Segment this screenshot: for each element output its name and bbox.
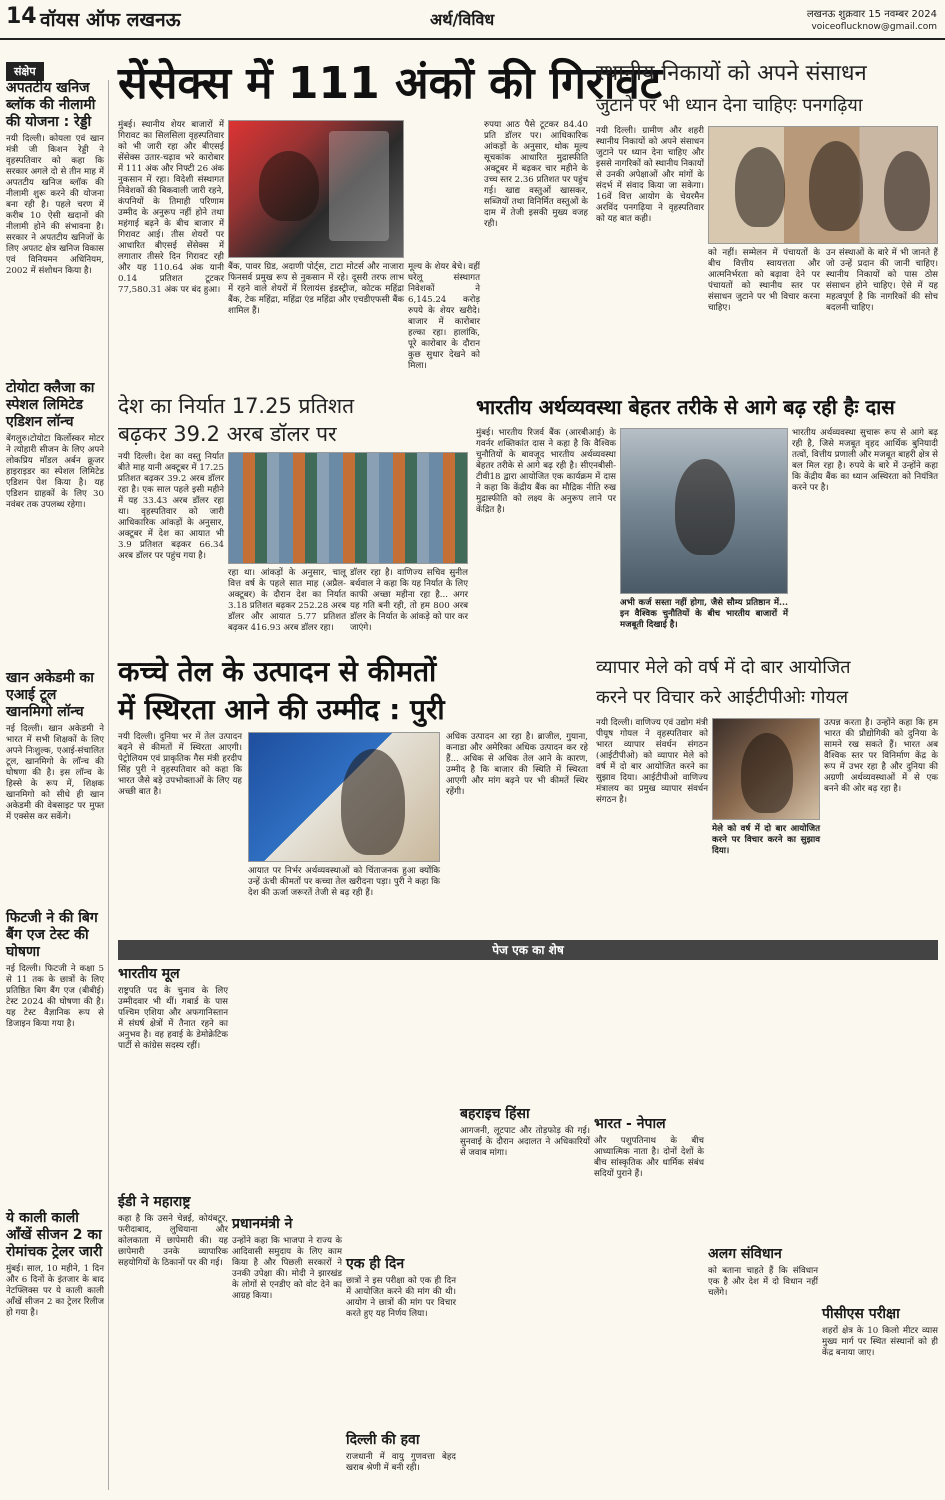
continued-body: राष्ट्रपति पद के चुनाव के लिए उम्मीदवार भी थीं। गबार्ड के पास पश्चिम एशिया और अफगानिस्तान में संघर्ष क्षेत्रों में तैनात रहने का अनुभव है। वह हवाई के डेमोक्रेटिक पार्टी से कांग्रेस सदस्य रहीं। xyxy=(118,986,228,1051)
rbi-headline: भारतीय अर्थव्यवस्था बेहतर तरीके से आगे बढ़ रही हैः दास xyxy=(476,395,895,419)
crude-headline-line2: में स्थिरता आने की उम्मीद : पुरी xyxy=(118,693,445,726)
brief-body: नई दिल्ली। खान अकेडमी ने भारत में सभी शिक्षकों के लिए अपने निःशुल्क, एआई-संचालित टूल, खानमिगो के लॉन्च की घोषणा की है। इस लॉन्च के हिस्से के रूप में, शिक्षक खानमिगो को सीधे ही खान अकेडमी की वेबसाइट पर मुफ्त में एक्सेस कर सकेंगे। xyxy=(6,724,104,822)
sensex-body: रुपया आठ पैसे टूटकर 84.40 प्रति डॉलर पर। आधिकारिक आंकड़ों के अनुसार, थोक मूल्य सूचकांक आधारित मुद्रास्फीति अक्टूबर में बढ़कर चार महीने के उच्च स्तर 2.36 प्रतिशत पर पहुंच गई। खाद्य वस्तुओं खासकर, सब्जियों तथा विनिर्मित वस्तुओं के दाम में तेजी इसकी मुख्य वजह रही। xyxy=(484,120,589,229)
briefs-label: संक्षेप xyxy=(6,62,44,81)
goyal-body: उत्पन्न करता है। उन्होंने कहा कि हम भारत की प्रौद्योगिकी को दुनिया के सामने रख सकते हैं। भारत अब वैश्विक स्तर पर विनिर्माण केंद्र के रूप में उभर रहा है और दुनिया की अग्रणी अर्थव्यवस्थाओं में से एक बनने की ओर बढ़ रहा है। xyxy=(824,718,938,794)
crude-body: नयी दिल्ली। दुनिया भर में तेल उत्पादन बढ़ने से कीमतों में स्थिरता आएगी। पेट्रोलियम एवं प्राकृतिक गैस मंत्री हरदीप सिंह पुरी ने वृहस्पतिवार को कहा कि भारत जैसे बड़े उपभोक्ताओं के लिए यह अच्छी बात है। xyxy=(118,732,242,797)
sensex-body: बैंक, पावर ग्रिड, अदाणी पोर्ट्स, टाटा मोटर्स और नाजारा फिनसर्व प्रमुख रूप से नुकसान में रहे। दूसरी तरफ लाभ में रहने वाले शेयरों में रिलायंस इंडस्ट्रीज, कोटक महिंद्रा बैंक, टेक महिंद्रा, महिंद्रा एंड महिंद्रा और एचडीएफसी बैंक शामिल हैं। xyxy=(228,262,404,316)
continued-column xyxy=(460,966,590,1490)
crude-headline-line1: कच्चे तेल के उत्पादन से कीमतों xyxy=(118,655,437,688)
exports-headline-line2: बढ़कर 39.2 अरब डॉलर पर xyxy=(118,422,337,446)
continued-column xyxy=(594,966,704,1490)
continued-body: और पशुपतिनाथ के बीच आध्यात्मिक नाता है। दोनों देशों के बीच सांस्कृतिक और धार्मिक संबंध सदियों पुराने हैं। xyxy=(594,1136,704,1179)
brief-headline: अपतटीय खनिज ब्लॉक की नीलामी की योजना : रेड्डी xyxy=(6,80,96,130)
section-label: अर्थ/विविध xyxy=(430,10,495,29)
continued-headline: भारतीय मूल xyxy=(118,966,180,982)
continued-column xyxy=(346,966,456,1490)
puri-photo xyxy=(248,732,440,862)
continued-body: राजधानी में वायु गुणवत्ता बेहद खराब श्रेणी में बनी रही। xyxy=(346,1452,456,1473)
exports-body: नयी दिल्ली। देश का वस्तु निर्यात बीते माह यानी अक्टूबर में 17.25 प्रतिशत बढ़कर 39.2 अरब डॉलर रहा है। एक साल पहले इसी महीने में यह 33.43 अरब डॉलर रहा था। वृहस्पतिवार को जारी आधिकारिक आंकड़ों के अनुसार, अक्टूबर में देश का आयात भी 3.9 प्रतिशत बढ़कर 66.34 अरब डॉलर पर पहुंच गया है। xyxy=(118,452,224,561)
panagariya-body: उन संस्थाओं के बारे में भी जानते हैं जो उन्हें प्रदान की जानी चाहिए। स्थानीय निकायों को पास ठोस संसाधन होने चाहिए। ऐसे में यह महत्वपूर्ण है कि नागरिकों की सोच बदलनी चाहिए। xyxy=(826,248,938,313)
crude-body: अधिक उत्पादन आ रहा है। ब्राजील, गुयाना, कनाडा और अमेरिका अधिक उत्पादन कर रहे हैं... अधिक से अधिक तेल आने के कारण, उम्मीद है कि बाजार की स्थिति में स्थिरता आएगी और मांग बढ़ने पर भी कीमतें स्थिर रहेंगी। xyxy=(446,732,588,797)
continued-headline: भारत - नेपाल xyxy=(594,1116,666,1132)
continued-column xyxy=(232,966,342,1490)
brief-headline: टोयोटा क्लैजा का स्पेशल लिमिटेड एडिशन लॉन्च xyxy=(6,380,95,430)
brief-item xyxy=(6,80,104,380)
continued-body: कहा है कि उसने चेन्नई, कोयंबटूर, फरीदाबाद, लुधियाना और कोलकाता में छापेमारी की। यह छापेमारी उनके व्यापारिक सहयोगियों के ठिकानों पर की गई। xyxy=(118,1214,228,1268)
brief-item xyxy=(6,910,104,1210)
issue-date: लखनऊ शुक्रवार 15 नवम्बर 2024 xyxy=(806,9,937,20)
crude-body: आयात पर निर्भर अर्थव्यवस्थाओं को चिंताजनक हुआ क्योंकि उन्हें ऊंची कीमतों पर कच्चा तेल खरीदना पड़ा। पुरी ने कहा कि देश की ऊर्जा जरूरतें तेजी से बढ़ रही हैं। xyxy=(248,866,440,898)
continued-body: शहरों क्षेत्र के 10 किलो मीटर व्यास मुख्य मार्ग पर स्थित संस्थानों को ही केंद्र बनाया जाए। xyxy=(822,1326,938,1358)
continued-headline: प्रधानमंत्री ने xyxy=(232,1216,293,1232)
brief-headline: ये काली काली आँखें सीजन 2 का रोमांचक ट्रेलर जारी xyxy=(6,1210,103,1260)
masthead xyxy=(0,0,945,40)
goyal-photo xyxy=(712,718,820,820)
brief-body: नयी दिल्ली। कोयला एवं खान मंत्री जी किशन रेड्डी ने वृहस्पतिवार को कहा कि सरकार अगले दो से तीन माह में अपतटीय खनिज ब्लॉक की नीलामी शुरू करने की योजना बना रही है। पहले चरण में करीब 10 ऐसी खदानों की नीलामी होने की संभावना है। सरकार ने अपतटीय खनिजों के लिए अपतट क्षेत्र खनिज विकास एवं विनियमन अधिनियम, 2002 में संशोधन किया है। xyxy=(6,134,104,276)
panagariya-body: को नहीं। सम्मेलन में पंचायतों के बीच वित्तीय स्वायत्तता और आत्मनिर्भरता को बढ़ावा देने पर पंचायतों को स्थानीय स्तर पर संसाधन जुटाने पर भी विचार करना चाहिए। xyxy=(708,248,820,313)
continued-body: को बताना चाहते हैं कि संविधान एक है और देश में दो विधान नहीं चलेंगे। xyxy=(708,1266,818,1298)
panagariya-headline-line1: स्थानीय निकायों को अपने संसाधन xyxy=(596,61,867,86)
goyal-headline-line2: करने पर विचार करे आईटीपीओः गोयल xyxy=(596,687,849,708)
continued-body: आगजनी, लूटपाट और तोड़फोड़ की गई। सुनवाई के दौरान अदालत ने अधिकारियों से जवाब मांगा। xyxy=(460,1126,590,1158)
continued-column xyxy=(708,966,818,1490)
brief-item xyxy=(6,380,104,670)
sensex-stock-photo xyxy=(228,120,404,258)
continued-headline: बहराइच हिंसा xyxy=(460,1106,530,1122)
continued-column xyxy=(822,966,938,1490)
continued-headline: अलग संविधान xyxy=(708,1246,782,1262)
continued-headline: ईडी ने महाराष्ट्र xyxy=(118,1194,191,1210)
newspaper-title: वॉयस ऑफ लखनऊ xyxy=(40,9,181,31)
continued-body: उन्होंने कहा कि भाजपा ने राज्य के आदिवासी समुदाय के लिए काम किया है और पिछली सरकारों ने उनकी उपेक्षा की। मोदी ने झारखंड के लोगों से एनडीए को वोट देने का आग्रह किया। xyxy=(232,1236,342,1301)
continued-headline: एक ही दिन xyxy=(346,1256,405,1272)
contact-email: voiceoflucknow@gmail.com xyxy=(811,22,937,32)
rbi-body: मुंबई। भारतीय रिजर्व बैंक (आरबीआई) के गवर्नर शक्तिकांत दास ने कहा है कि वैश्विक चुनौतियों के बावजूद भारतीय अर्थव्यवस्था बेहतर तरीके से आगे बढ़ रही है। सीएनबीसी-टीवी18 द्वारा आयोजित एक कार्यक्रम में दास ने कहा कि केंद्रीय बैंक का मौद्रिक नीति रुख मुद्रास्फीति को लक्ष्य के अनुरूप लाने पर केंद्रित है। xyxy=(476,428,616,515)
panagariya-body: नयी दिल्ली। ग्रामीण और शहरी स्थानीय निकायों को अपने संसाधन जुटाने पर ध्यान देना चाहिए और इससे नागरिकों को स्थानीय निकायों से उनकी अपेक्षाओं और मांगों के संदर्भ में संवाद किया जा सकेगा। 16वें वित्त आयोग के चेयरमैन अरविंद पनगढ़िया ने वृहस्पतिवार को यह बात कही। xyxy=(596,126,704,224)
panagariya-headline-line2: जुटाने पर भी ध्यान देना चाहिएः पनगढ़िया xyxy=(596,95,863,116)
exports-headline-line1: देश का निर्यात 17.25 प्रतिशत xyxy=(118,394,355,418)
brief-headline: फिटजी ने की बिग बैंग एज टेस्ट की घोषणा xyxy=(6,910,98,960)
brief-body: बेंगलुरु।टोयोटा किर्लोस्कर मोटर ने त्योहारी सीजन के लिए अपने लोकप्रिय मॉडल अर्बन क्रूजर हाइराइडर का स्पेशल लिमिटेड एडिशन पेश किया है। यह एडिशन ग्राहकों के लिए 30 नवंबर तक उपलब्ध रहेगा। xyxy=(6,434,104,510)
rbi-photo-caption: अभी कर्ज सस्ता नहीं होगा, जैसे सौम्य प्रतिष्ठान में... इन वैश्विक चुनौतियों के बीच भारतीय बाजारों में मजबूती दिखाई है। xyxy=(620,598,788,630)
page-number: 14 xyxy=(6,4,37,29)
sensex-body: मुंबई। स्थानीय शेयर बाजारों में गिरावट का सिलसिला वृहस्पतिवार को भी जारी रहा और बीएसई सेंसेक्स उतार-चढ़ाव भरे कारोबार में 111 अंक और निफ्टी 26 अंक नुकसान में रहा। विदेशी संस्थागत निवेशकों की बिकवाली जारी रहने, कंपनियों के तिमाही परिणाम उम्मीद के अनुरूप नहीं होने तथा महंगाई बढ़ने के बीच बाजार में गिरावट आई। तीस शेयरों पर आधारित बीएसई सेंसेक्स में लगातार तीसरे दिन गिरावट रही और यह 110.64 अंक यानी 0.14 प्रतिशत टूटकर 77,580.31 अंक पर बंद हुआ। xyxy=(118,120,224,295)
continued-headline: दिल्ली की हवा xyxy=(346,1432,420,1448)
continued-column xyxy=(118,966,228,1490)
goyal-body: नयी दिल्ली। वाणिज्य एवं उद्योग मंत्री पीयूष गोयल ने वृहस्पतिवार को भारत व्यापार संवर्धन संगठन (आईटीपीओ) को व्यापार मेले को वर्ष में दो बार आयोजित करने का सुझाव दिया। आईटीपीओ वाणिज्य मंत्रालय का प्रमुख व्यापार संवर्धन संगठन है। xyxy=(596,718,708,805)
continued-body: छात्रों ने इस परीक्षा को एक ही दिन में आयोजित करने की मांग की थी। आयोग ने छात्रों की मांग पर विचार करते हुए यह निर्णय लिया। xyxy=(346,1276,456,1319)
brief-item xyxy=(6,1210,104,1480)
exports-port-photo xyxy=(228,452,468,564)
brief-body: मुंबई। साल, 10 महीने, 1 दिन और 6 दिनों के इंतजार के बाद नेटफ्लिक्स पर ये काली काली आँखें सीजन 2 का ट्रेलर रिलीज हो गया है। xyxy=(6,1264,104,1318)
rbi-governor-photo xyxy=(620,428,788,594)
exports-body: डॉलर रहा है। वाणिज्य सचिव सुनील बर्थवाल ने कहा कि यह निर्यात के लिए काफी अच्छा महीना रहा है... अगर यह गति बनी रही, तो हम 800 अरब डॉलर के निर्यात के आंकड़े को पार कर जाएंगे। xyxy=(350,568,468,633)
brief-body: नई दिल्ली। फिटजी ने कक्षा 5 से 11 तक के छात्रों के लिए प्रतिष्ठित बिग बैंग एज (बीबीई) टेस्ट 2024 की घोषणा की है। यह टेस्ट वैज्ञानिक रूप से डिजाइन किया गया है। xyxy=(6,964,104,1029)
rbi-body: भारतीय अर्थव्यवस्था सुचारू रूप से आगे बढ़ रही है, जिसे मजबूत वृहद आर्थिक बुनियादी तत्वों, वित्तीय प्रणाली और मजबूत बाहरी क्षेत्र से बल मिल रहा है। रुपये के बारे में उन्होंने कहा कि केंद्रीय बैंक का ध्यान अस्थिरता को नियंत्रित करने पर है। xyxy=(792,428,938,493)
brief-headline: खान अकेडमी का एआई टूल खानमिगो लॉन्च xyxy=(6,670,94,720)
goyal-headline-line1: व्यापार मेले को वर्ष में दो बार आयोजित xyxy=(596,657,851,678)
exports-body: रहा था। आंकड़ों के अनुसार, चालू वित्त वर्ष के पहले सात माह (अप्रैल-अक्टूबर) के दौरान देश का निर्यात 3.18 प्रतिशत बढ़कर 252.28 अरब डॉलर और आयात 5.77 प्रतिशत बढ़कर 416.93 अरब डॉलर रहा। xyxy=(228,568,346,633)
panagariya-panel-photo xyxy=(708,126,938,244)
continued-headline: पीसीएस परीक्षा xyxy=(822,1306,900,1322)
briefs-column xyxy=(6,80,109,1490)
sensex-headline: सेंसेक्स में 111 अंकों की गिरावट xyxy=(118,58,662,109)
brief-item xyxy=(6,670,104,910)
sensex-body: मूल्य के शेयर बेचे। वहीं घरेलू संस्थागत निवेशकों ने 6,145.24 करोड़ रुपये के शेयर खरीदे। बाजार में कारोबार हल्का रहा। हालांकि, पूरे कारोबार के दौरान कुछ सुधार देखने को मिला। xyxy=(408,262,480,371)
continued-section-band: पेज एक का शेष xyxy=(118,940,938,960)
goyal-photo-caption: मेले को वर्ष में दो बार आयोजित करने पर विचार करने का सुझाव दिया। xyxy=(712,824,820,856)
